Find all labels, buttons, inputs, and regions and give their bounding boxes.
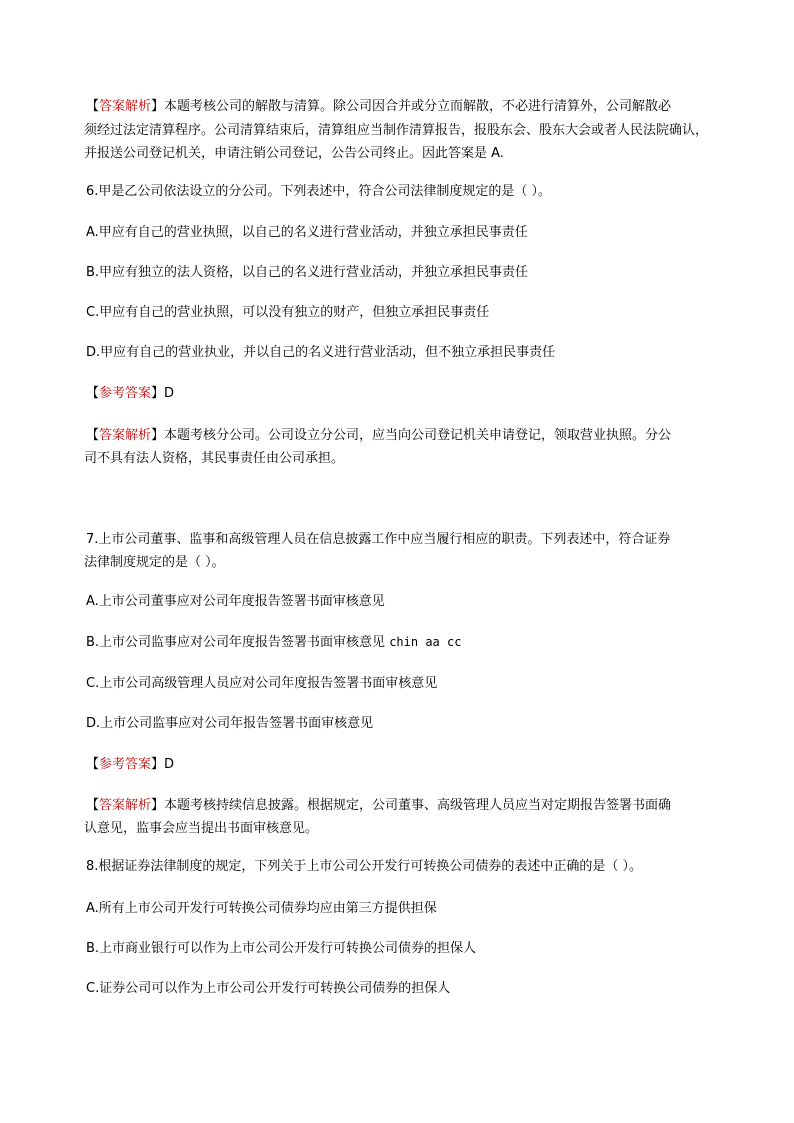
bracket-close: 】 bbox=[151, 99, 165, 114]
bracket-open: 【 bbox=[86, 99, 100, 114]
question-stem-q8: 8.根据证券法律制度的规定，下列关于上市公司公开发行可转换公司债券的表述中正确的是（ ）。 bbox=[86, 859, 643, 874]
option-c-q6: C.甲应有自己的营业执照，可以没有独立的财产，但独立承担民事责任 bbox=[86, 305, 490, 320]
option-b-extra-text: chin aa cc bbox=[389, 635, 462, 649]
analysis-line: 须经过法定清算程序。公司清算结束后，清算组应当制作清算报告，报股东会、股东大会或者人民法院确认， bbox=[84, 123, 709, 138]
option-b-q8: B.上市商业银行可以作为上市公司公开发行可转换公司债券的担保人 bbox=[86, 941, 477, 956]
answer-tag: 参考答案 bbox=[99, 757, 152, 772]
analysis-text: 本题考核持续信息披露。根据规定，公司董事、高级管理人员应当对定期报告签署书面确 bbox=[164, 798, 672, 813]
option-d-q7: D.上市公司监事应对公司年报告签署书面审核意见 bbox=[86, 716, 374, 731]
analysis-line: 并报送公司登记机关，申请注销公司登记，公告公司终止。因此答案是 A. bbox=[84, 146, 504, 161]
analysis-tag: 答案解析 bbox=[99, 798, 152, 813]
analysis-paragraph-q5 bbox=[86, 99, 671, 115]
option-c-q7: C.上市公司高级管理人员应对公司年度报告签署书面审核意见 bbox=[86, 676, 438, 691]
analysis-paragraph-q6: 【答案解析】本题考核分公司。公司设立分公司，应当向公司登记机关申请登记，领取营业执照。分公 bbox=[86, 428, 672, 443]
analysis-tag: 答案解析 bbox=[99, 428, 152, 443]
option-d-q6: D.甲应有自己的营业执业，并以自己的名义进行营业活动，但不独立承担民事责任 bbox=[86, 345, 556, 360]
answer-value: D bbox=[164, 757, 175, 772]
analysis-text: 本题考核分公司。公司设立分公司，应当向公司登记机关申请登记，领取营业执照。分公 bbox=[164, 428, 672, 443]
question-stem-q7-cont: 法律制度规定的是（ ）。 bbox=[84, 555, 225, 570]
reference-answer-q6: 【参考答案】D bbox=[86, 386, 175, 401]
option-a-q7: A.上市公司董事应对公司年度报告签署书面审核意见 bbox=[86, 594, 385, 609]
question-stem-q6: 6.甲是乙公司依法设立的分公司。下列表述中，符合公司法律制度规定的是（ ）。 bbox=[86, 184, 552, 199]
analysis-tag: 答案解析 bbox=[99, 99, 152, 114]
option-c-q8: C.证券公司可以作为上市公司公开发行可转换公司债券的担保人 bbox=[86, 981, 451, 996]
option-a-q8: A.所有上市公司开发行可转换公司债券均应由第三方提供担保 bbox=[86, 901, 437, 916]
option-b-q7: B.上市公司监事应对公司年度报告签署书面审核意见 chin aa cc bbox=[86, 635, 462, 650]
answer-value: D bbox=[164, 386, 175, 401]
analysis-line: 认意见，监事会应当提出书面审核意见。 bbox=[84, 821, 319, 836]
question-stem-q7: 7.上市公司董事、监事和高级管理人员在信息披露工作中应当履行相应的职责。下列表述中，符合证券 bbox=[86, 532, 671, 547]
answer-tag: 参考答案 bbox=[99, 386, 152, 401]
analysis-text: 本题考核公司的解散与清算。除公司因合并或分立而解散，不必进行清算外，公司解散必 bbox=[164, 99, 672, 114]
analysis-paragraph-q7: 【答案解析】本题考核持续信息披露。根据规定，公司董事、高级管理人员应当对定期报告签署书面确 bbox=[86, 798, 672, 813]
analysis-line: 司不具有法人资格，其民事责任由公司承担。 bbox=[84, 451, 345, 466]
option-b-q6: B.甲应有独立的法人资格，以自己的名义进行营业活动，并独立承担民事责任 bbox=[86, 265, 529, 280]
reference-answer-q7: 【参考答案】D bbox=[86, 757, 175, 772]
option-a-q6: A.甲应有自己的营业执照，以自己的名义进行营业活动，并独立承担民事责任 bbox=[86, 225, 528, 240]
